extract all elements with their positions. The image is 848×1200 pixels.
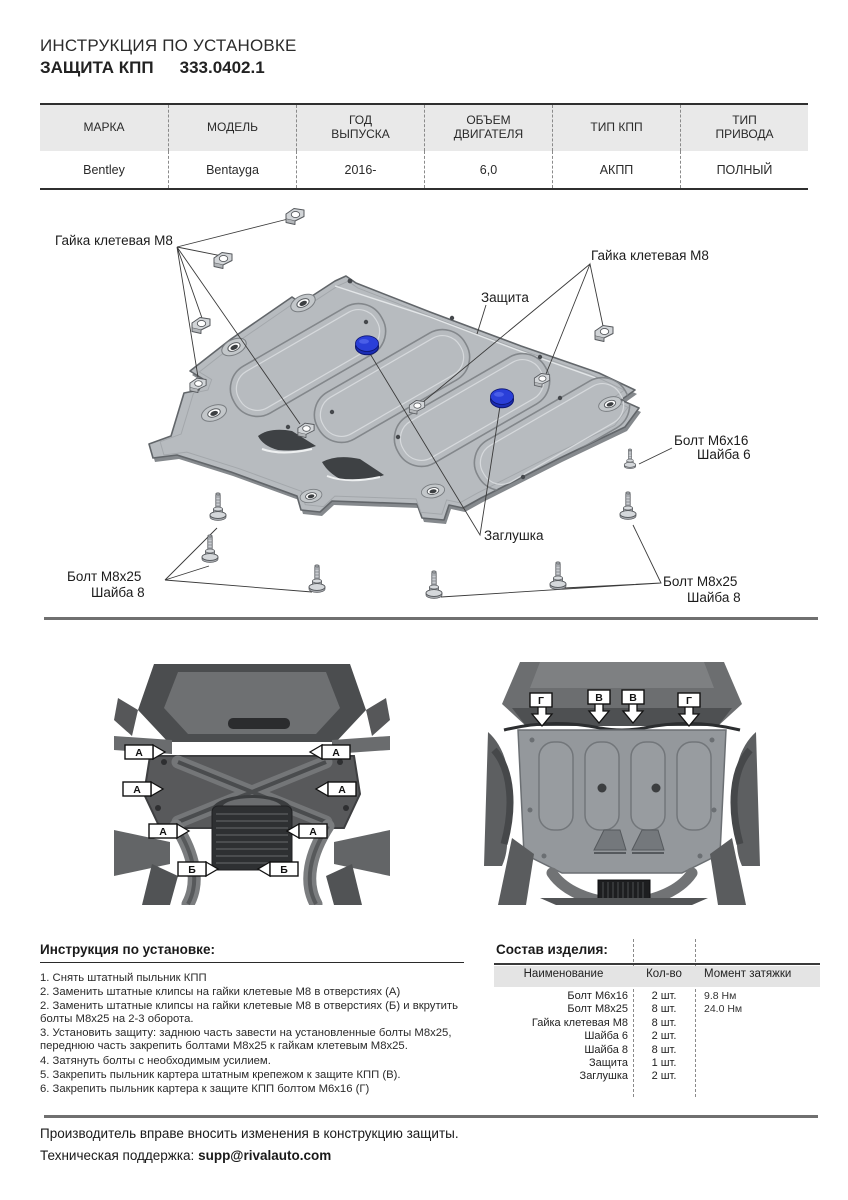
bolt-m8-icon	[309, 565, 325, 593]
instruction-step: 1. Снять штатный пыльник КПП	[40, 972, 207, 984]
exploded-view-diagram	[0, 195, 848, 615]
svg-text:А: А	[338, 784, 346, 796]
parts-row: Шайба 8 8 шт.	[584, 1043, 677, 1056]
parts-row: Болт М8х25 8 шт. 24.0 Нм	[567, 1003, 743, 1016]
instruction-step: 2. Заменить штатные клипсы на гайки клетевые М8 в отверстиях (А)	[40, 986, 401, 999]
parts-row: Заглушка 2 шт.	[579, 1070, 677, 1083]
spec-col-drive: ТИП ПРИВОДА	[680, 105, 808, 151]
parts-row: Защита 1 шт.	[589, 1056, 677, 1069]
bolt-m8-icon	[550, 562, 566, 590]
parts-heading: Состав изделия:	[496, 942, 608, 957]
support-label: Техническая поддержка:	[40, 1148, 195, 1163]
svg-text:Г: Г	[686, 695, 692, 707]
parts-col-torque: Момент затяжки	[704, 968, 792, 980]
installation-instructions	[40, 942, 488, 1097]
label-bolt-m8-right: Болт М8х25	[663, 574, 738, 589]
divider-top	[44, 617, 818, 620]
plug-icon	[356, 336, 379, 355]
part-number: 333.0402.1	[179, 58, 265, 77]
footer-disclaimer: Производитель вправе вносить изменения в конструкцию защиты.	[40, 1126, 459, 1141]
svg-text:Б: Б	[188, 864, 196, 876]
bolt-m8-icon	[210, 493, 226, 521]
spec-year: 2016-	[296, 151, 424, 188]
svg-text:А: А	[133, 784, 141, 796]
spec-col-gearbox: ТИП КПП	[552, 105, 680, 151]
parts-col-qty: Кол-во	[646, 968, 682, 980]
svg-text:А: А	[159, 826, 167, 838]
product-name: ЗАЩИТА КПП	[40, 58, 154, 77]
bolt-m6-icon	[624, 449, 636, 469]
svg-text:В: В	[595, 692, 603, 704]
label-bolt-m6: Болт М6х16	[674, 433, 749, 448]
label-bolt-m8-left: Болт М8х25	[67, 569, 142, 584]
document-title: ИНСТРУКЦИЯ ПО УСТАНОВКЕ	[40, 36, 297, 55]
parts-topline	[494, 963, 820, 965]
label-washer-8-left: Шайба 8	[91, 585, 145, 600]
svg-text:Г: Г	[538, 695, 544, 707]
spec-col-brand: МАРКА	[83, 120, 125, 135]
spec-col-year: ГОД ВЫПУСКА	[296, 105, 424, 151]
instructions-heading: Инструкция по установке:	[40, 942, 215, 957]
parts-col-name: Наименование	[523, 968, 604, 980]
clip-nut-icon	[595, 326, 613, 342]
label-washer-8-right: Шайба 8	[687, 590, 741, 605]
svg-text:А: А	[135, 747, 143, 759]
spec-model: Bentayga	[168, 151, 296, 188]
svg-text:В: В	[629, 692, 637, 704]
product-title	[40, 58, 265, 78]
parts-header-row	[494, 968, 820, 980]
photo-underbody-before	[112, 660, 392, 905]
spec-drive: ПОЛНЫЙ	[680, 151, 808, 188]
svg-text:А: А	[309, 826, 317, 838]
spec-table-value-row	[40, 151, 808, 188]
instruction-step: 6. Закрепить пыльник картера к защите КПП болтом М6х16 (Г)	[40, 1082, 370, 1095]
parts-row: Болт М6х16 2 шт. 9.8 Нм	[567, 990, 737, 1002]
instruction-step: 3. Установить защиту: заднюю часть завести на установленные болты М8х25, переднюю часть закрепить болтами М8х25 к гайкам клетевым М8х25.	[40, 1027, 452, 1053]
spec-col-model: МОДЕЛЬ	[168, 105, 296, 151]
spec-brand: Bentley	[83, 162, 125, 177]
plug-icon	[491, 389, 514, 408]
bolt-m8-icon	[202, 535, 218, 563]
parts-rows	[494, 990, 820, 1084]
spec-gearbox: АКПП	[552, 151, 680, 188]
label-clip-nut-left: Гайка клетевая М8	[55, 233, 173, 248]
svg-text:А: А	[332, 747, 340, 759]
photo-underbody-after	[482, 660, 762, 905]
instruction-step: 5. Закрепить пыльник картера штатным крепежом к защите КПП (В).	[40, 1068, 401, 1081]
label-clip-nut-right: Гайка клетевая М8	[591, 248, 709, 263]
spec-table-header-row	[40, 105, 808, 151]
footer-support	[40, 1148, 331, 1163]
bolt-m8-icon	[426, 571, 442, 599]
label-plug: Заглушка	[484, 528, 544, 543]
parts-row: Шайба 6 2 шт.	[584, 1030, 677, 1043]
instruction-step: 2. Заменить штатные клипсы на гайки клетевые М8 в отверстиях (Б) и вкрутить болты М8х25 на 2-3 оборота.	[40, 1000, 458, 1026]
spec-col-engine: ОБЪЕМ ДВИГАТЕЛЯ	[424, 105, 552, 151]
instructions-steps	[40, 972, 488, 1096]
vehicle-spec-table	[40, 103, 808, 190]
parts-list	[494, 939, 824, 1101]
clip-nut-icon	[192, 318, 210, 334]
instruction-step: 4. Затянуть болты с необходимым усилием.	[40, 1054, 271, 1067]
bolt-m8-icon	[620, 492, 636, 520]
label-washer-6: Шайба 6	[697, 447, 751, 462]
label-plate: Защита	[481, 290, 529, 305]
divider-bottom	[44, 1115, 818, 1118]
spec-engine: 6,0	[424, 151, 552, 188]
parts-row: Гайка клетевая М8 8 шт.	[531, 1016, 677, 1029]
clip-nut-icon	[286, 209, 304, 225]
svg-text:Б: Б	[280, 864, 288, 876]
support-email: supp@rivalauto.com	[198, 1148, 332, 1163]
